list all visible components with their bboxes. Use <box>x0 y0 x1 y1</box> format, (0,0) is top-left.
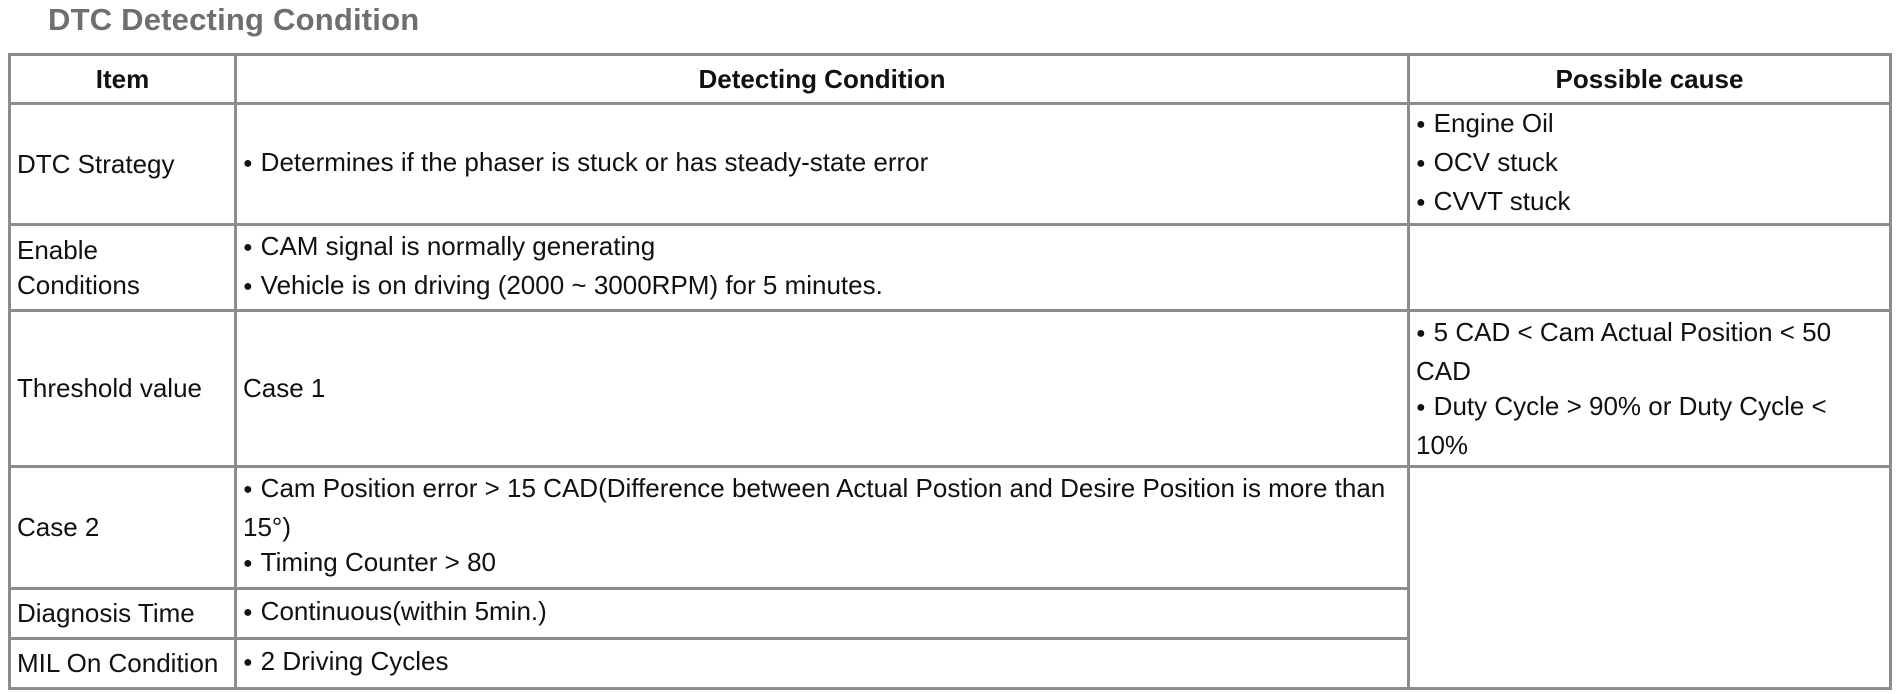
row-cause-enable-conditions <box>1409 225 1891 311</box>
header-possible-cause: Possible cause <box>1409 55 1891 104</box>
row-item-threshold-value: Threshold value <box>10 311 236 467</box>
cause-bullet: ● 5 CAD < Cam Actual Position < 50 CAD <box>1416 315 1883 389</box>
condition-bullet: ● Continuous(within 5min.) <box>243 594 1401 633</box>
row-cause-dtc-strategy <box>1409 104 1891 225</box>
row-condition-dtc-strategy <box>236 104 1409 225</box>
table-row <box>10 225 1891 311</box>
page-title: DTC Detecting Condition <box>48 2 420 37</box>
cause-bullet: ● Engine Oil <box>1416 106 1883 145</box>
row-condition-diagnosis-time <box>236 589 1409 639</box>
row-condition-case-2 <box>236 467 1409 589</box>
header-detecting-condition: Detecting Condition <box>236 55 1409 104</box>
row-cause-merged <box>1409 467 1891 689</box>
row-item-mil-on-condition: MIL On Condition <box>10 639 236 689</box>
row-item-enable-conditions: Enable Conditions <box>10 225 236 311</box>
row-condition-enable-conditions <box>236 225 1409 311</box>
row-item-case-2: Case 2 <box>10 467 236 589</box>
table-row <box>10 311 1891 467</box>
cause-bullet: ● Duty Cycle > 90% or Duty Cycle < 10% <box>1416 389 1883 463</box>
row-cause-threshold-value <box>1409 311 1891 467</box>
header-item: Item <box>10 55 236 104</box>
condition-bullet: ● Timing Counter > 80 <box>243 545 1401 584</box>
table-header-row <box>10 55 1891 104</box>
cause-bullet: ● CVVT stuck <box>1416 184 1883 223</box>
condition-bullet: ● Determines if the phaser is stuck or has steady-state error <box>243 145 1401 184</box>
row-item-dtc-strategy: DTC Strategy <box>10 104 236 225</box>
condition-bullet: ● CAM signal is normally generating <box>243 229 1401 268</box>
row-item-diagnosis-time: Diagnosis Time <box>10 589 236 639</box>
condition-bullet: ● Vehicle is on driving (2000 ~ 3000RPM) for 5 minutes. <box>243 268 1401 307</box>
row-condition-threshold-value: Case 1 <box>236 311 1409 467</box>
condition-bullet: ● Cam Position error > 15 CAD(Difference between Actual Postion and Desire Position is more than 15°) <box>243 471 1401 545</box>
row-condition-mil-on-condition <box>236 639 1409 689</box>
dtc-table <box>8 53 1892 690</box>
table-row <box>10 467 1891 589</box>
condition-bullet: ● 2 Driving Cycles <box>243 644 1401 683</box>
table-row <box>10 104 1891 225</box>
cause-bullet: ● OCV stuck <box>1416 145 1883 184</box>
